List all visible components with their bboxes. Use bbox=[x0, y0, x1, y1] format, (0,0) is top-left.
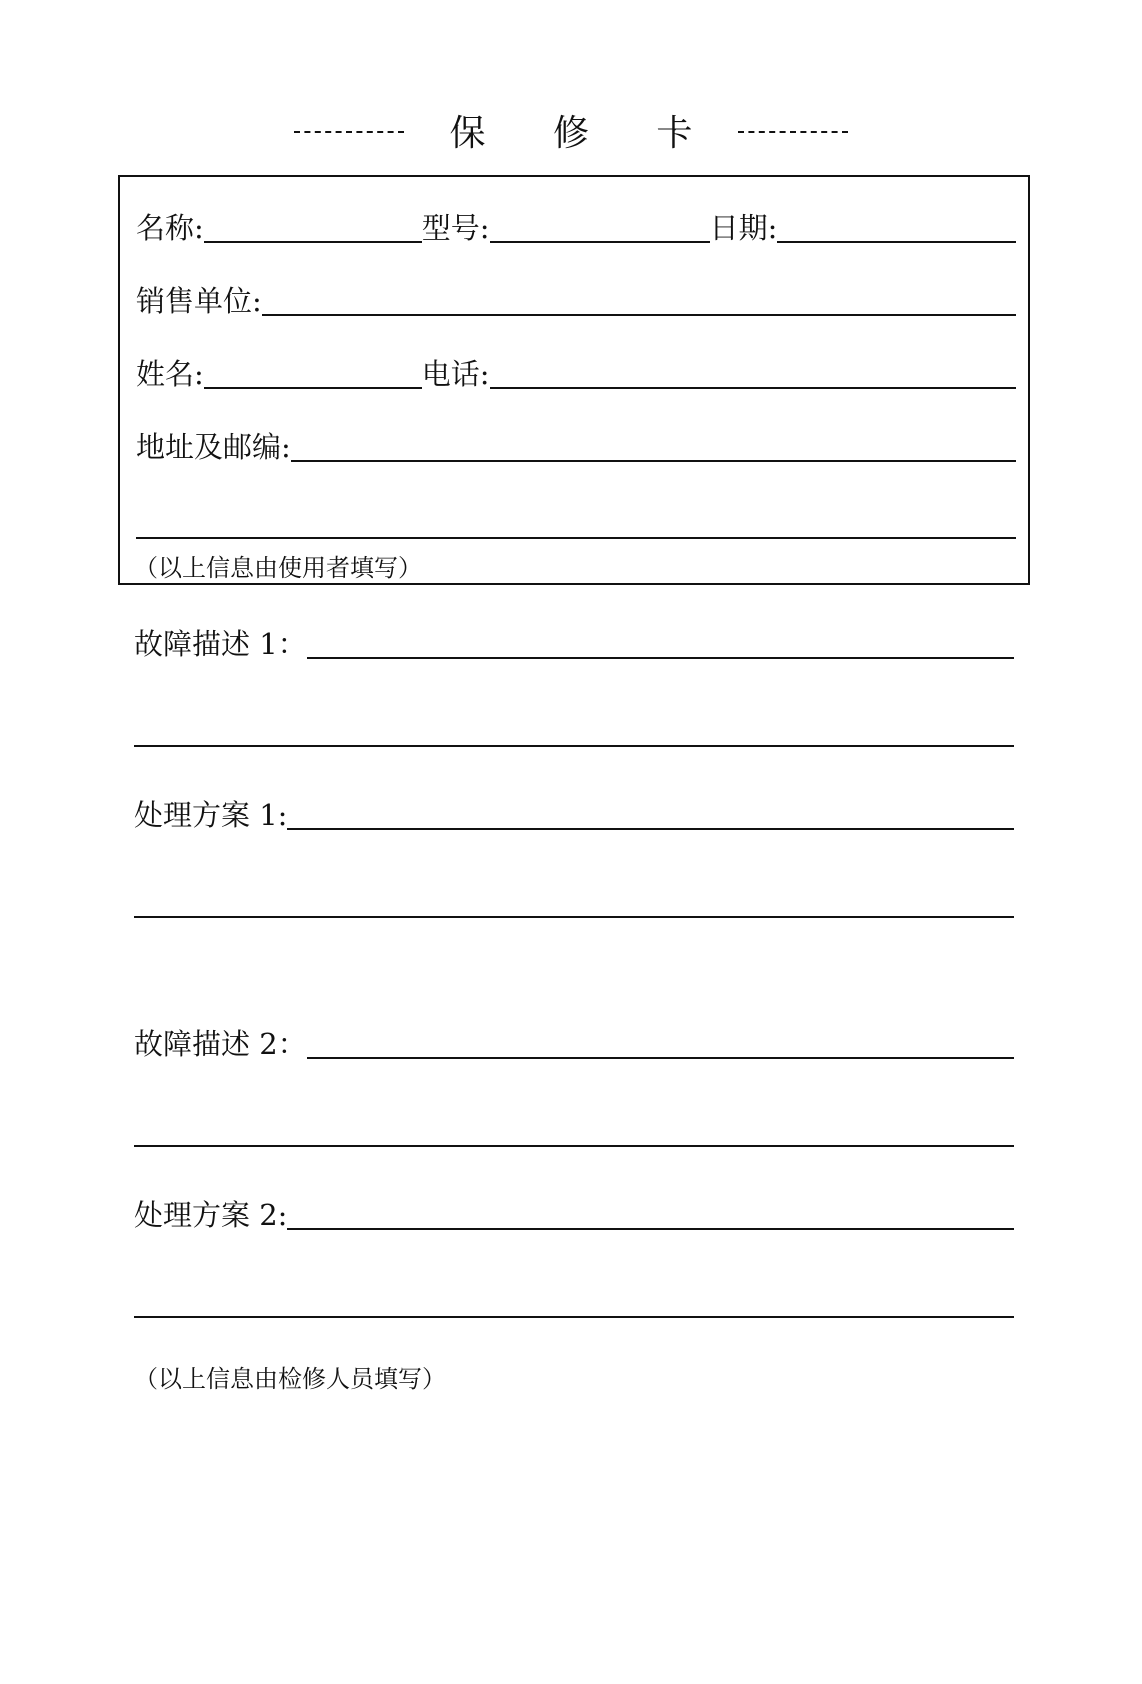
phone-label: 电话: bbox=[421, 357, 490, 391]
address-field-line-2[interactable] bbox=[136, 537, 1016, 539]
title-right-dashes bbox=[738, 131, 848, 133]
solution-2-label: 处理方案 2: bbox=[134, 1198, 288, 1232]
customer-name-label: 姓名: bbox=[136, 357, 204, 391]
title-left-dashes bbox=[294, 131, 404, 133]
model-field[interactable] bbox=[490, 241, 710, 243]
solution-1-field[interactable] bbox=[287, 828, 1014, 830]
fault-1-field[interactable] bbox=[307, 657, 1014, 659]
product-name-label: 名称: bbox=[136, 211, 204, 245]
solution-2-field[interactable] bbox=[287, 1228, 1014, 1230]
solution-1-field-line-2[interactable] bbox=[134, 916, 1014, 918]
contact-row bbox=[136, 347, 1016, 393]
seller-field[interactable] bbox=[262, 314, 1016, 316]
user-fill-note: （以上信息由使用者填写） bbox=[134, 554, 422, 582]
date-field[interactable] bbox=[777, 241, 1016, 243]
customer-name-field[interactable] bbox=[204, 387, 422, 389]
seller-row bbox=[136, 274, 1016, 320]
fault-2-field-line-2[interactable] bbox=[134, 1145, 1014, 1147]
user-info-box bbox=[118, 175, 1030, 585]
seller-label: 销售单位: bbox=[136, 284, 262, 318]
product-row bbox=[136, 201, 1016, 247]
date-label: 日期: bbox=[709, 211, 778, 245]
address-field[interactable] bbox=[291, 460, 1016, 462]
service-fill-note: （以上信息由检修人员填写） bbox=[134, 1365, 446, 1393]
model-label: 型号: bbox=[421, 211, 490, 245]
fault-2-label: 故障描述 2： bbox=[134, 1027, 307, 1061]
product-name-field[interactable] bbox=[204, 241, 422, 243]
solution-1-row bbox=[134, 788, 1014, 834]
phone-field[interactable] bbox=[490, 387, 1016, 389]
fault-2-field[interactable] bbox=[307, 1057, 1014, 1059]
solution-2-field-line-2[interactable] bbox=[134, 1316, 1014, 1318]
address-row bbox=[136, 420, 1016, 466]
solution-2-row bbox=[134, 1188, 1014, 1234]
fault-1-field-line-2[interactable] bbox=[134, 745, 1014, 747]
page-title bbox=[0, 105, 1142, 155]
fault-1-row bbox=[134, 617, 1014, 663]
solution-1-label: 处理方案 1: bbox=[134, 798, 288, 832]
fault-2-row bbox=[134, 1017, 1014, 1063]
title-text: 保 修 卡 bbox=[449, 112, 721, 154]
address-label: 地址及邮编: bbox=[136, 430, 291, 464]
fault-1-label: 故障描述 1： bbox=[134, 627, 307, 661]
